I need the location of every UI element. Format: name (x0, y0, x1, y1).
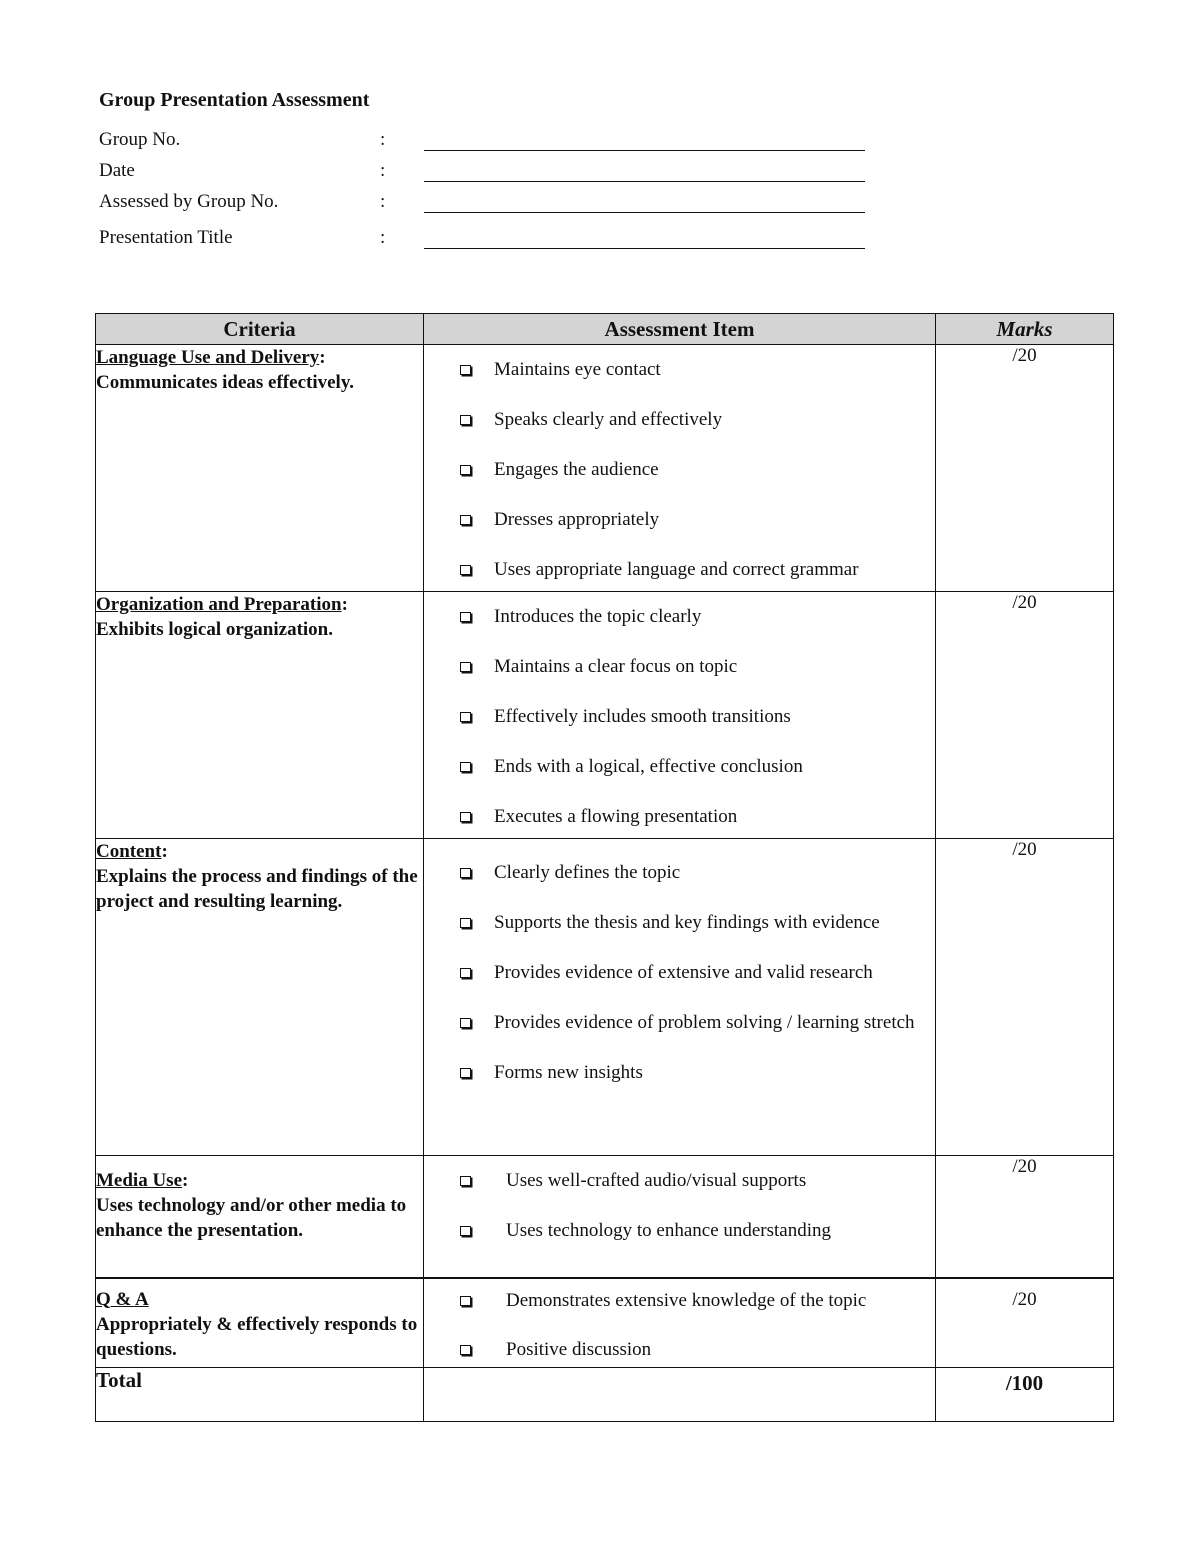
checkbox-icon[interactable] (460, 1018, 471, 1028)
item-text: Positive discussion (506, 1338, 652, 1360)
list-item (424, 558, 935, 582)
list-item (424, 508, 935, 532)
items-cell (424, 1156, 936, 1278)
checkbox-icon[interactable] (460, 1176, 471, 1186)
table-row (96, 839, 1114, 1156)
item-text: Uses technology to enhance understanding (506, 1220, 832, 1241)
checkbox-icon[interactable] (460, 365, 471, 375)
checkbox-icon[interactable] (460, 968, 471, 978)
assessed-by-blank-line[interactable] (424, 212, 865, 213)
total-row (96, 1368, 1114, 1422)
criteria-colon: : (161, 841, 168, 862)
field-colon: : (380, 191, 386, 212)
checkbox-icon[interactable] (460, 465, 471, 475)
item-text: Clearly defines the topic (494, 862, 681, 883)
items-cell (424, 345, 936, 592)
field-colon: : (380, 129, 386, 150)
field-label: Presentation Title (99, 227, 233, 248)
list-item (424, 755, 935, 779)
criteria-heading: Language Use and Delivery (96, 347, 320, 368)
criteria-description: Exhibits logical organization. (96, 619, 333, 640)
list-item (424, 705, 935, 729)
field-label: Assessed by Group No. (99, 191, 279, 212)
item-text: Speaks clearly and effectively (494, 409, 723, 430)
marks-cell[interactable]: /20 (936, 1156, 1114, 1278)
assessed-by-field (99, 191, 869, 217)
criteria-heading: Q & A (96, 1288, 149, 1310)
list-item (424, 358, 935, 382)
criteria-cell (96, 592, 424, 839)
item-text: Provides evidence of problem solving / learning stretch (494, 1012, 915, 1033)
item-text: Maintains eye contact (494, 359, 661, 380)
list-item (424, 911, 935, 935)
checkbox-icon[interactable] (460, 1226, 471, 1236)
marks-header: Marks (936, 314, 1114, 345)
items-cell (424, 839, 936, 1156)
criteria-description: Explains the process and findings of the project and resulting learning. (96, 866, 418, 912)
checkbox-icon[interactable] (460, 762, 471, 772)
checkbox-icon[interactable] (460, 1345, 471, 1355)
field-colon: : (380, 227, 386, 248)
item-text: Uses well-crafted audio/visual supports (506, 1170, 807, 1191)
item-text: Demonstrates extensive knowledge of the topic (506, 1289, 867, 1311)
group-no-blank-line[interactable] (424, 150, 865, 151)
total-marks-cell[interactable]: /100 (936, 1368, 1114, 1422)
criteria-header: Criteria (96, 314, 424, 345)
field-label: Group No. (99, 129, 181, 150)
item-text: Executes a flowing presentation (494, 806, 738, 827)
criteria-heading: Content (96, 841, 162, 862)
field-colon: : (380, 160, 386, 181)
checkbox-icon[interactable] (460, 415, 471, 425)
items-cell (424, 592, 936, 839)
marks-cell[interactable]: /20 (936, 592, 1114, 839)
checkbox-icon[interactable] (460, 918, 471, 928)
list-item (424, 1289, 935, 1313)
presentation-title-blank-line[interactable] (424, 248, 865, 249)
checkbox-icon[interactable] (460, 612, 471, 622)
criteria-cell (96, 1156, 424, 1278)
criteria-description: Appropriately & effectively responds to questions. (96, 1313, 418, 1360)
criteria-description: Communicates ideas effectively. (96, 372, 355, 393)
criteria-cell (96, 1278, 424, 1368)
table-row (96, 1278, 1114, 1368)
list-item (424, 1338, 935, 1362)
marks-cell[interactable]: /20 (936, 1278, 1114, 1368)
date-blank-line[interactable] (424, 181, 865, 182)
assessment-table (95, 313, 1114, 1422)
page-title: Group Presentation Assessment (99, 89, 370, 111)
marks-cell[interactable]: /20 (936, 345, 1114, 592)
criteria-heading: Media Use (96, 1170, 183, 1191)
checkbox-icon[interactable] (460, 812, 471, 822)
list-item (424, 1169, 935, 1193)
item-text: Ends with a logical, effective conclusion (494, 756, 803, 777)
checkbox-icon[interactable] (460, 565, 471, 575)
table-row (96, 592, 1114, 839)
assessment-item-header: Assessment Item (424, 314, 936, 345)
checkbox-icon[interactable] (460, 515, 471, 525)
list-item (424, 1219, 935, 1243)
item-text: Dresses appropriately (494, 509, 660, 530)
item-text: Introduces the topic clearly (494, 606, 702, 627)
marks-cell[interactable]: /20 (936, 839, 1114, 1156)
criteria-colon: : (319, 347, 326, 368)
list-item (424, 458, 935, 482)
list-item (424, 1011, 935, 1035)
items-cell (424, 1278, 936, 1368)
criteria-colon: : (341, 594, 348, 615)
item-text: Engages the audience (494, 459, 659, 480)
criteria-colon: : (182, 1170, 189, 1191)
list-item (424, 1061, 935, 1085)
item-text: Supports the thesis and key findings with evidence (494, 912, 880, 933)
list-item (424, 861, 935, 885)
list-item (424, 655, 935, 679)
checkbox-icon[interactable] (460, 868, 471, 878)
criteria-cell (96, 345, 424, 592)
item-text: Effectively includes smooth transitions (494, 706, 791, 727)
list-item (424, 605, 935, 629)
checkbox-icon[interactable] (460, 712, 471, 722)
table-header-row (96, 314, 1114, 345)
presentation-title-field (99, 227, 869, 253)
total-label: Total (96, 1368, 424, 1422)
criteria-heading: Organization and Preparation (96, 594, 342, 615)
criteria-cell (96, 839, 424, 1156)
checkbox-icon[interactable] (460, 1068, 471, 1078)
checkbox-icon[interactable] (460, 1296, 471, 1306)
criteria-description: Uses technology and/or other media to enhance the presentation. (96, 1195, 407, 1241)
list-item (424, 408, 935, 432)
item-text: Uses appropriate language and correct grammar (494, 559, 859, 580)
list-item (424, 961, 935, 985)
total-empty-cell (424, 1368, 936, 1422)
checkbox-icon[interactable] (460, 662, 471, 672)
field-label: Date (99, 160, 135, 181)
item-text: Maintains a clear focus on topic (494, 656, 738, 677)
group-no-field (99, 129, 869, 155)
item-text: Provides evidence of extensive and valid research (494, 962, 873, 983)
table-row (96, 1156, 1114, 1278)
date-field (99, 160, 869, 186)
list-item (424, 805, 935, 829)
item-text: Forms new insights (494, 1062, 643, 1083)
table-row (96, 345, 1114, 592)
